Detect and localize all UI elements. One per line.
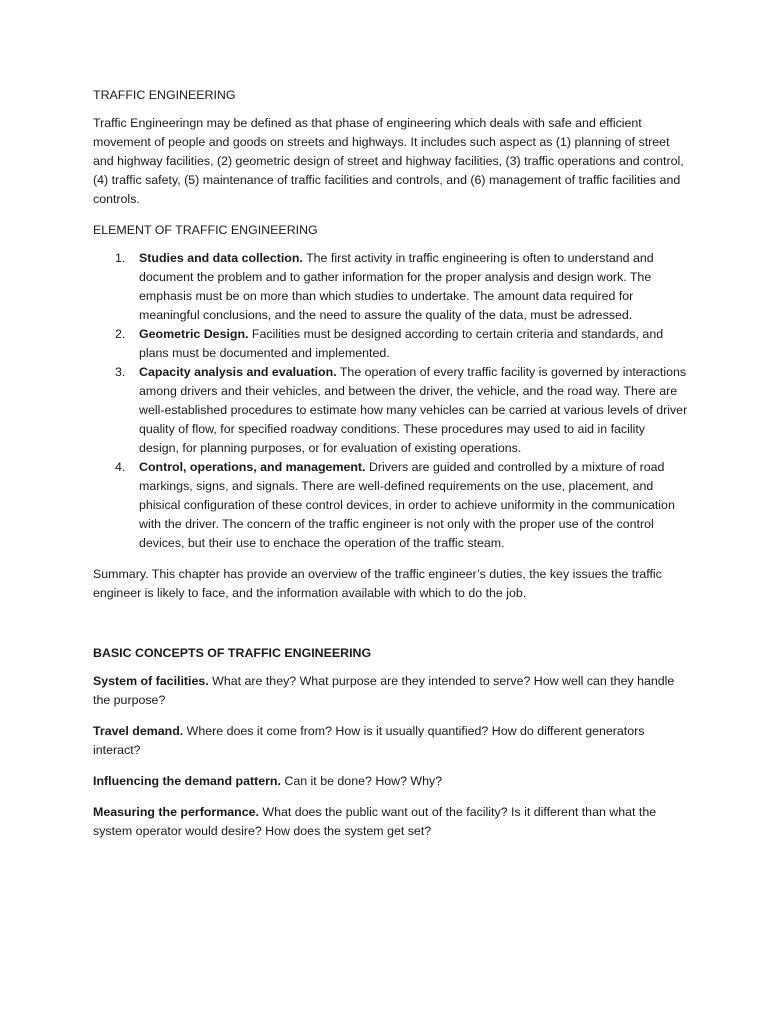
concept-paragraph — [93, 772, 688, 791]
summary-paragraph: Summary. This chapter has provide an overview of the traffic engineer’s duties, the key issues the traffic engineer is likely to face, and the information available with which to do the job. — [93, 567, 662, 600]
list-item — [93, 458, 688, 553]
list-item — [93, 325, 688, 363]
list-item-number: 4. — [115, 460, 126, 474]
list-item-term: Capacity analysis and evaluation. — [139, 365, 337, 379]
list-item-term: Geometric Design. — [139, 327, 249, 341]
concept-term: Measuring the performance. — [93, 805, 259, 819]
list-item-text: Facilities must be designed according to certain criteria and standards, and plans must be documented and implemented. — [139, 327, 664, 360]
section-spacer — [93, 615, 688, 644]
list-item — [93, 363, 688, 458]
list-item-text: The operation of every traffic facility is governed by interactions among drivers and their vehicles, and between the driver, the vehicle, and the road way. There are well-established procedures to estimate how many vehicles can be carried at various levels of driver quality of flow, for specified roadway conditions. These procedures may used to aid in facility design, for planning purposes, or for evaluation of existing operations. — [139, 365, 688, 455]
list-item-term: Studies and data collection. — [139, 251, 303, 265]
concept-paragraph — [93, 803, 688, 841]
document-title: TRAFFIC ENGINEERING — [93, 88, 236, 102]
list-item-number: 1. — [115, 251, 126, 265]
concept-term: Influencing the demand pattern. — [93, 774, 281, 788]
list-item-term: Control, operations, and management. — [139, 460, 366, 474]
list-item-number: 3. — [115, 365, 126, 379]
elements-heading: ELEMENT OF TRAFFIC ENGINEERING — [93, 223, 318, 237]
concept-term: Travel demand. — [93, 724, 184, 738]
list-item-text: Drivers are guided and controlled by a mixture of road markings, signs, and signals. There are well-defined requirements on the use, placement, and phisical configuration of these control devices, in order to achieve uniformity in the communication with the driver. The concern of the traffic engineer is not only with the proper use of the control devices, but their use to enchace the operation of the traffic steam. — [139, 460, 675, 550]
concept-text: What does the public want out of the facility? Is it different than what the system operator would desire? How does the system get set? — [93, 805, 657, 838]
list-item-text: The first activity in traffic engineering is often to understand and document the problem and to gather information for the proper analysis and design work. The emphasis must be on more than which studies to undertake. The amount data required for meaningful conclusions, and the need to assure the quality of the data, must be adressed. — [139, 251, 654, 322]
concept-text: Can it be done? How? Why? — [280, 774, 443, 788]
list-item-number: 2. — [115, 327, 126, 341]
elements-list — [93, 249, 688, 553]
concept-paragraph — [93, 722, 688, 760]
concept-paragraph — [93, 672, 688, 710]
list-item — [93, 249, 688, 325]
concept-term: System of facilities. — [93, 674, 209, 688]
concept-text: Where does it come from? How is it usually quantified? How do different generators interact? — [93, 724, 645, 757]
intro-paragraph: Traffic Engineeringn may be defined as that phase of engineering which deals with safe and efficient movement of people and goods on streets and highways. It includes such aspect as (1) planning of street and highway facilities, (2) geometric design of street and highway facilities, (3) traffic operations and control, (4) traffic safety, (5) maintenance of traffic facilities and controls, and (6) management of traffic facilities and controls. — [93, 116, 684, 206]
concepts-heading: BASIC CONCEPTS OF TRAFFIC ENGINEERING — [93, 646, 372, 660]
concept-text: What are they? What purpose are they intended to serve? How well can they handle the purpose? — [93, 674, 675, 707]
